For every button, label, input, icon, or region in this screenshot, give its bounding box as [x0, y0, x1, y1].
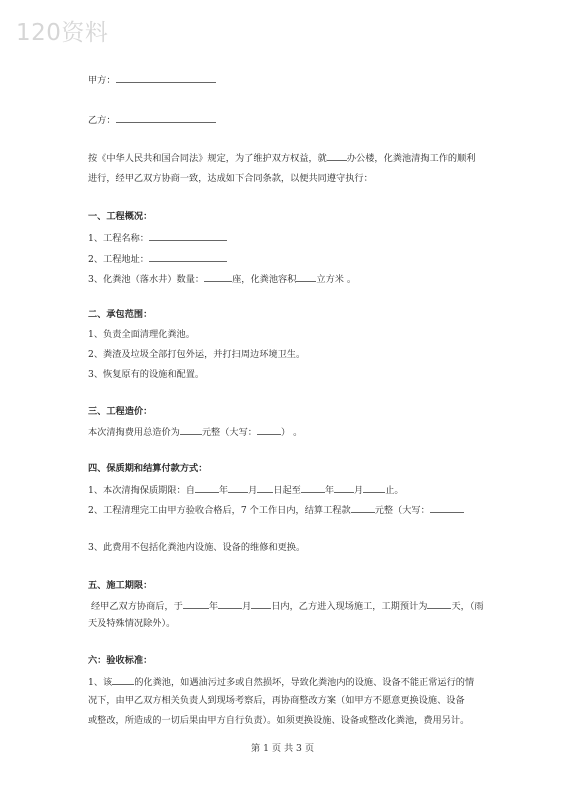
settlement-amount-blank [351, 503, 375, 513]
acceptance-text-1: 的化粪池，如遇油污过多或自然损坏，导致化粪池内的设施、设备不能正常运行的情 [134, 677, 475, 688]
acceptance-blank [112, 675, 134, 685]
warranty-month-to [334, 483, 354, 493]
warranty-month-label-1: 月 [248, 485, 258, 496]
settlement-capital-label: 元整（大写： [374, 505, 430, 516]
page-footer: 第 1 页 共 3 页 [250, 743, 315, 754]
scope-item-2: 2、粪渣及垃圾全部打包外运，并打扫周边环境卫生。 [88, 349, 306, 360]
warranty-month-from [228, 483, 248, 493]
section-6-title: 六：验收标准： [88, 655, 153, 666]
warranty-day-from [257, 483, 273, 493]
schedule-day-blank [251, 599, 271, 609]
warranty-label: 1、本次清掏保质期限：自 [88, 485, 195, 496]
warranty-year-label-1: 年 [218, 485, 229, 496]
warranty-line [88, 483, 404, 497]
tank-quantity-line [88, 272, 356, 286]
tank-count-blank [204, 272, 232, 282]
project-name-line [88, 231, 227, 245]
intro-text-2: 办公楼，化粪池清掏工作的顺利 [346, 153, 476, 164]
party-b-line [88, 113, 216, 127]
schedule-year-label: 年 [208, 601, 219, 612]
tank-volume-unit: 立方米 。 [316, 274, 357, 285]
party-b-label: 乙方： [88, 115, 116, 126]
party-a-line [88, 73, 216, 87]
schedule-duration-label: 日内，乙方进入现场施工，工期预计为 [271, 601, 428, 612]
tank-volume-label: 座，化粪池容积 [232, 274, 297, 285]
scope-item-1: 1、负责全面清理化粪池。 [88, 329, 195, 340]
tank-volume-blank [296, 272, 316, 282]
intro-line-2 [88, 173, 373, 185]
price-label: 本次清掏费用总造价为 [88, 427, 180, 438]
schedule-line-1 [88, 599, 484, 613]
intro-text-3: 进行，经甲乙双方协商一致，达成如下合同条款，以便共同遵守执行： [88, 173, 373, 184]
warranty-year-to [301, 483, 325, 493]
schedule-year-blank [183, 599, 209, 609]
warranty-end: 止。 [385, 485, 404, 496]
acceptance-label: 1、该 [88, 677, 113, 688]
intro-blank [327, 151, 347, 161]
acceptance-line-3: 或整改，所造成的一切后果由甲方自行负责）。如须更换设施、设备或整改化粪池，费用另计。 [88, 715, 470, 726]
section-1-title: 一、工程概况： [88, 211, 153, 222]
section-2-title: 二、承包范围： [88, 309, 153, 320]
price-line [88, 425, 302, 439]
watermark-logo: 120资料 [16, 20, 109, 46]
acceptance-line-2: 况下，由甲乙双方相关负责人到现场考察后，再协商整改方案（如甲方不愿意更换设施、设备 [88, 695, 465, 706]
settlement-line [88, 503, 464, 517]
schedule-duration-blank [427, 599, 451, 609]
exclusion-line: 3、此费用不包括化粪池内设施、设备的维修和更换。 [88, 542, 306, 553]
intro-text-1: 按《中华人民共和国合同法》规定，为了维护双方权益，就 [88, 153, 327, 164]
section-3-title: 三、工程造价： [88, 406, 153, 417]
schedule-label: 经甲乙双方协商后，于 [91, 601, 183, 612]
project-address-line [88, 252, 227, 266]
price-capital-label: 元整（大写： [201, 427, 257, 438]
party-a-label: 甲方： [88, 75, 116, 86]
warranty-year-label-2: 年 [324, 485, 335, 496]
project-name-blank [149, 231, 227, 241]
warranty-from-to-label: 日起至 [273, 485, 301, 496]
project-name-label: 1、工程名称： [88, 233, 149, 244]
schedule-month-blank [218, 599, 242, 609]
section-5-title: 五、施工期限： [88, 580, 153, 591]
scope-item-3: 3、恢复原有的设施和配置。 [88, 369, 205, 380]
party-a-blank [116, 73, 216, 83]
project-address-label: 2、工程地址： [88, 254, 149, 265]
tank-quantity-label: 3、化粪池（落水井）数量： [88, 274, 205, 285]
price-blank [180, 425, 202, 435]
warranty-month-label-2: 月 [354, 485, 364, 496]
price-capital-blank [257, 425, 281, 435]
party-b-blank [116, 113, 216, 123]
section-4-title: 四、保质期和结算付款方式： [88, 463, 208, 474]
warranty-year-from [195, 483, 219, 493]
price-end: ） 。 [281, 427, 303, 438]
schedule-line-2: 天及特殊情况除外）。 [88, 618, 176, 629]
acceptance-line-1 [88, 675, 474, 689]
schedule-month-label: 月 [242, 601, 252, 612]
warranty-day-to [363, 483, 385, 493]
project-address-blank [149, 252, 227, 262]
intro-line-1 [88, 151, 476, 165]
schedule-end-1: 天，（雨 [451, 601, 484, 612]
settlement-capital-blank [430, 503, 464, 513]
settlement-label: 2、工程清理完工由甲方验收合格后，7 个工作日内，结算工程款 [88, 505, 351, 516]
